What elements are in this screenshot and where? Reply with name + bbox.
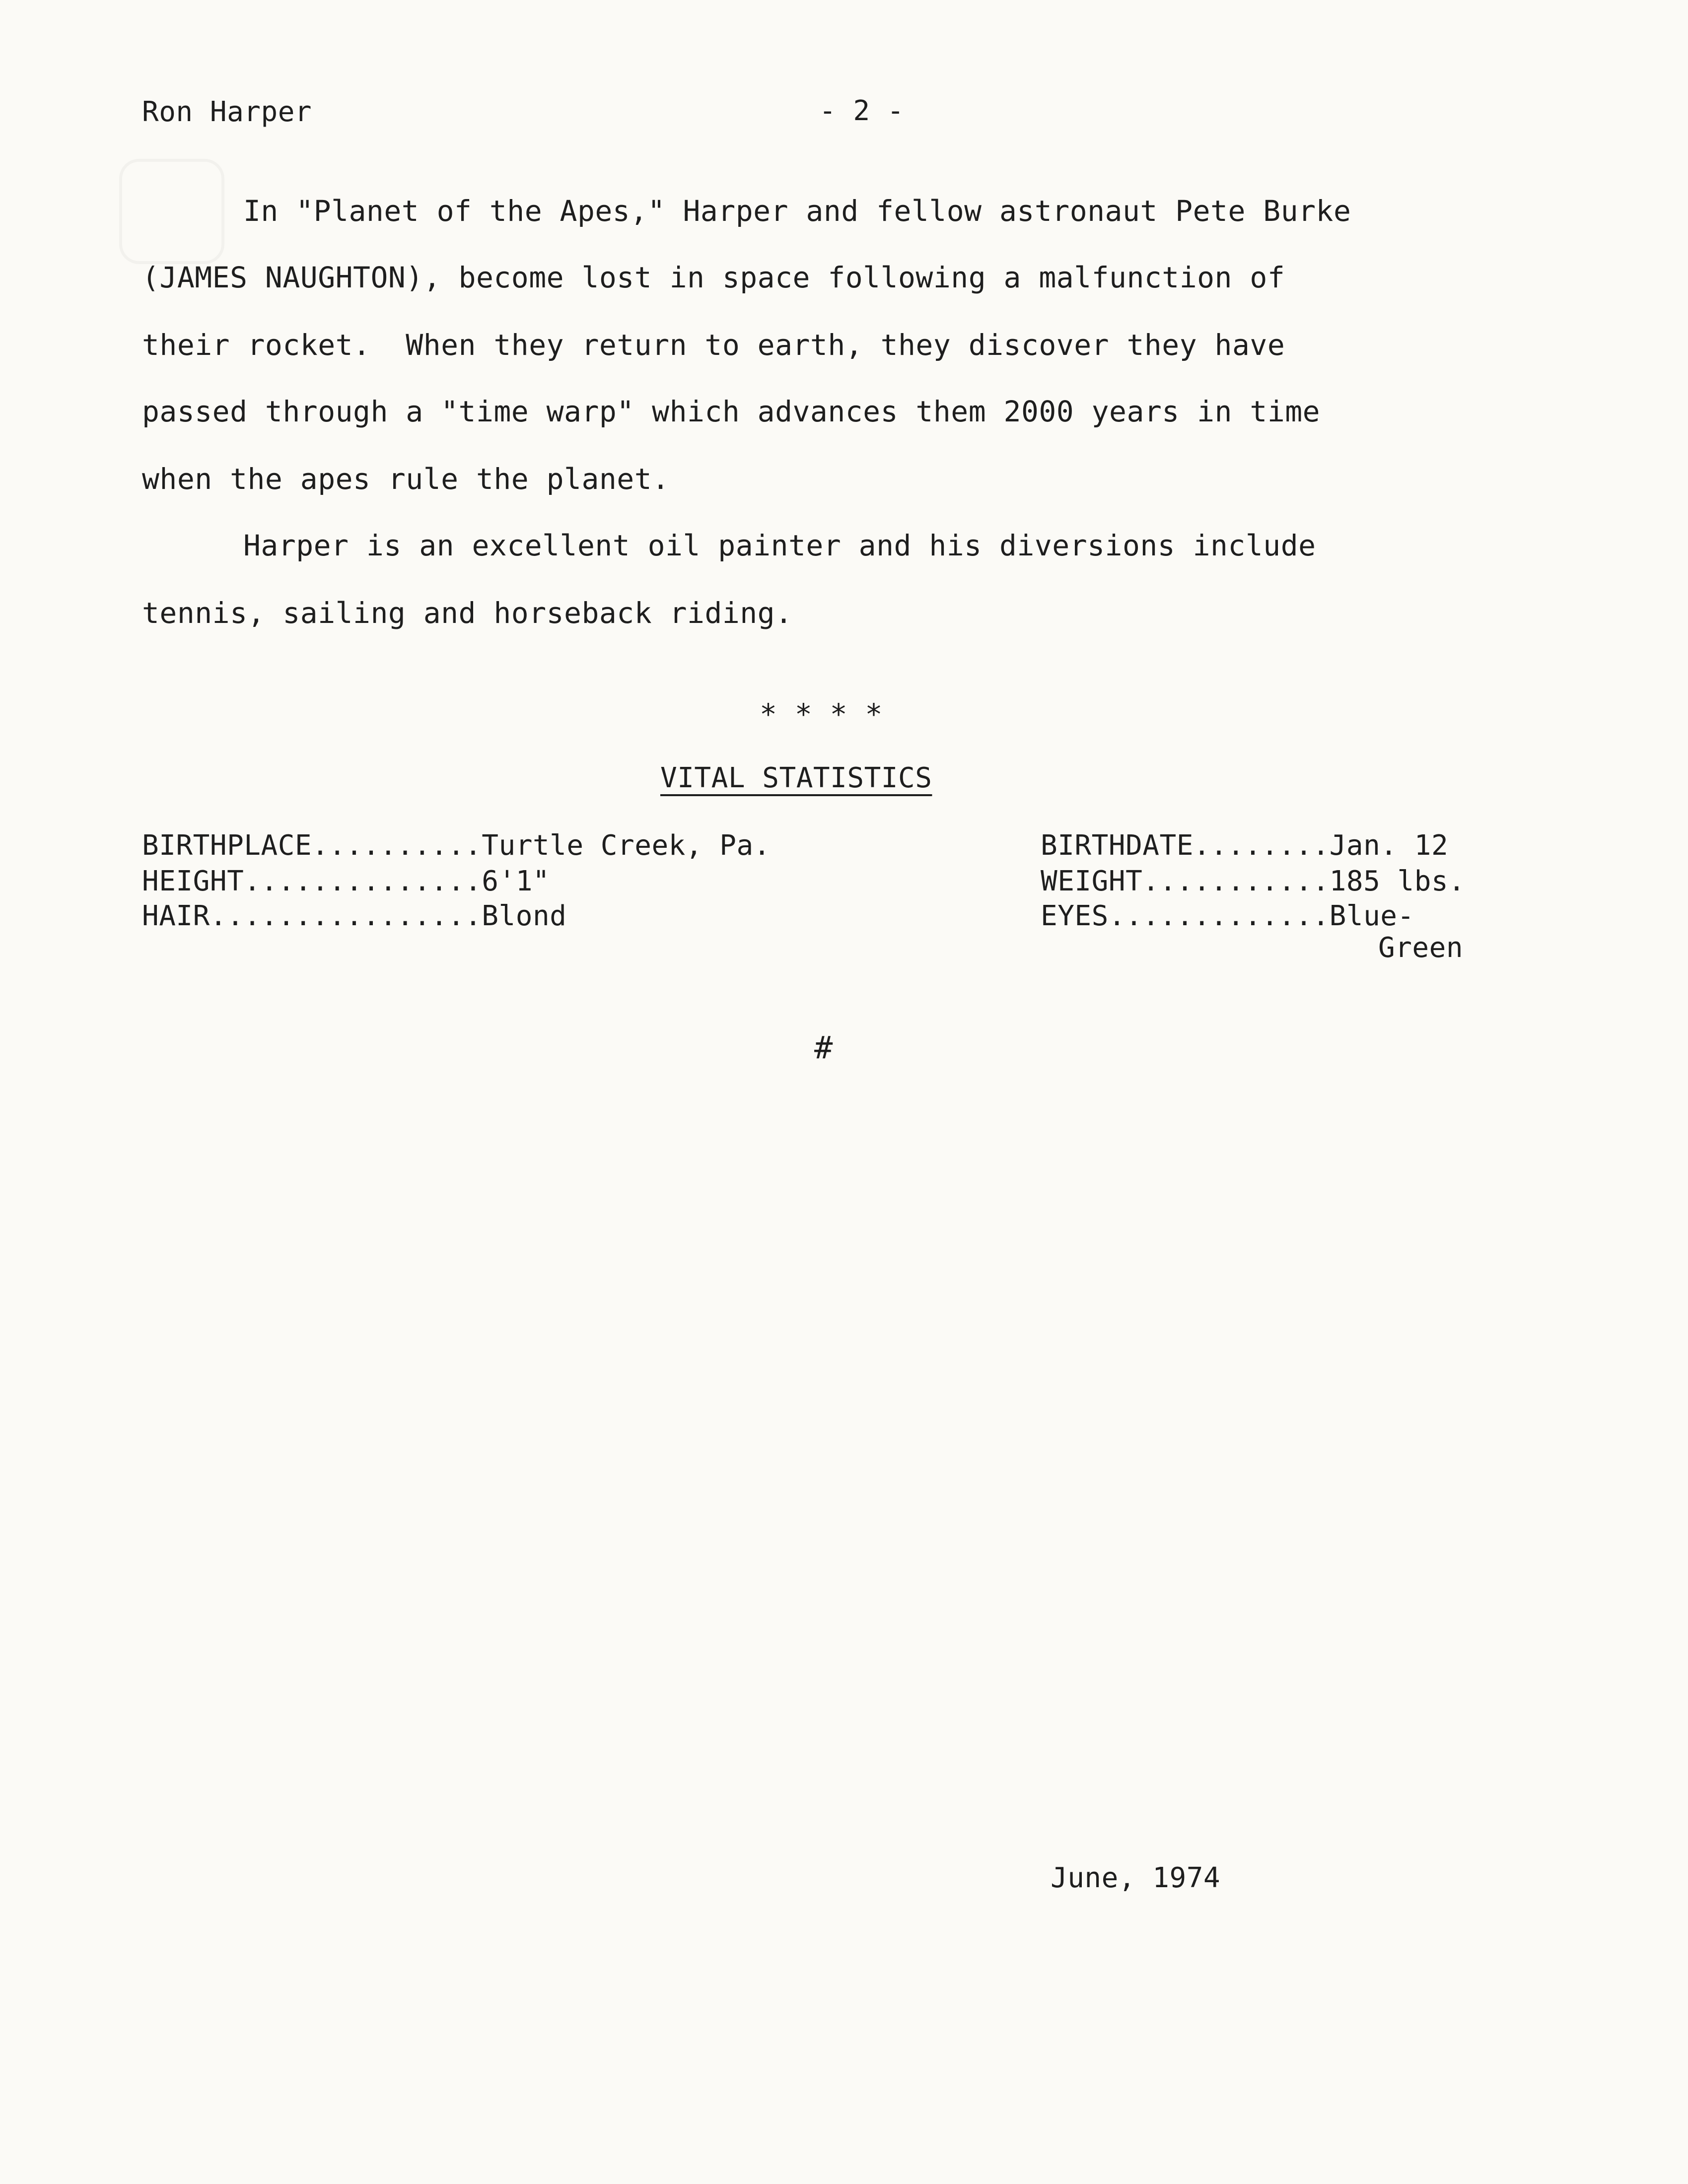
document-date: June, 1974: [1051, 1862, 1221, 1894]
stat-eyes-continued: Green: [1378, 932, 1464, 964]
stat-hair: HAIR................Blond: [142, 900, 567, 932]
header-name: Ron Harper: [142, 96, 312, 128]
vital-statistics-heading: VITAL STATISTICS: [660, 762, 932, 794]
paragraph-line: tennis, sailing and horseback riding.: [142, 596, 793, 630]
stat-eyes: EYES.............Blue-: [1041, 900, 1414, 932]
end-mark: #: [814, 1029, 833, 1066]
paragraph-line: Harper is an excellent oil painter and his diversions include: [243, 529, 1316, 562]
stat-weight: WEIGHT...........185 lbs.: [1041, 865, 1466, 897]
bleed-through-logo: [119, 159, 224, 264]
paragraph-line: (JAMES NAUGHTON), become lost in space following a malfunction of: [142, 261, 1285, 294]
stat-height: HEIGHT..............6'1": [142, 865, 550, 897]
paragraph-line: In "Planet of the Apes," Harper and fellow astronaut Pete Burke: [243, 194, 1351, 228]
paragraph-line: their rocket. When they return to earth, they discover they have: [142, 328, 1285, 362]
stat-birthdate: BIRTHDATE........Jan. 12: [1041, 829, 1449, 862]
paragraph-line: passed through a "time warp" which advances them 2000 years in time: [142, 395, 1321, 428]
stat-birthplace: BIRTHPLACE..........Turtle Creek, Pa.: [142, 829, 771, 862]
page-number: - 2 -: [819, 95, 905, 127]
paragraph-line: when the apes rule the planet.: [142, 462, 670, 496]
section-separator: * * * *: [760, 697, 883, 731]
